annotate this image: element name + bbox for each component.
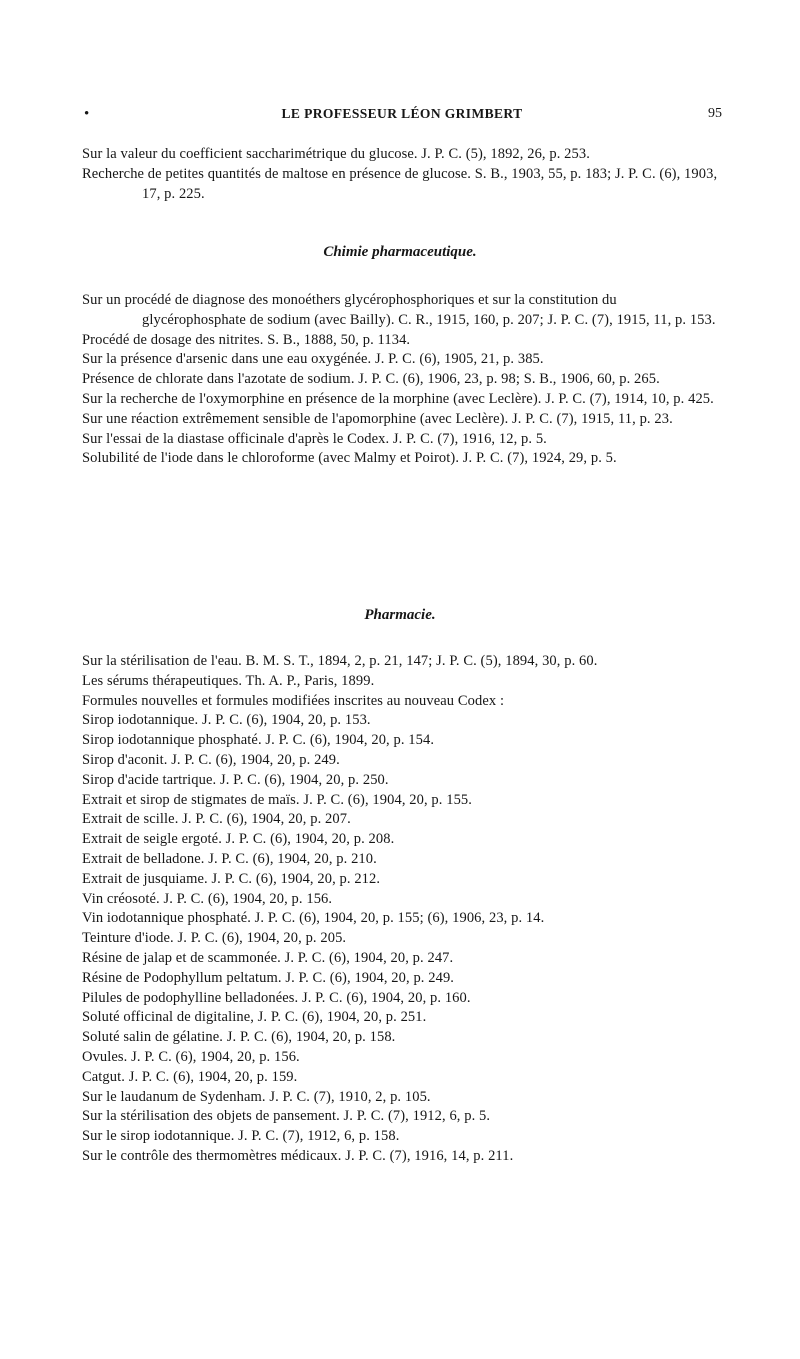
bibliography-entry: Sirop d'aconit. J. P. C. (6), 1904, 20, p. 249. [82,751,340,768]
bibliography-entry: Catgut. J. P. C. (6), 1904, 20, p. 159. [82,1068,298,1085]
bibliography-entry: Extrait et sirop de stigmates de maïs. J. P. C. (6), 1904, 20, p. 155. [82,791,473,808]
bibliography-entry: Vin iodotannique phosphaté. J. P. C. (6), 1904, 20, p. 155; (6), 1906, 23, p. 14. [82,910,545,927]
bibliography-entry: Solubilité de l'iode dans le chloroforme (avec Malmy et Poirot). J. P. C. (7), 1924, 29, p. 5. [82,450,617,467]
bibliography-entry: Sur la valeur du coefficient saccharimétrique du glucose. J. P. C. (5), 1892, 26, p. 253. [82,146,590,162]
intro-entries [82,145,722,204]
bibliography-entry: Teinture d'iode. J. P. C. (6), 1904, 20, p. 205. [82,930,347,947]
section-pharmacie-entries [82,652,722,1167]
bibliography-entry: Sur une réaction extrêmement sensible de l'apomorphine (avec Leclère). J. P. C. (7), 1915, 11, p. 23. [82,410,673,427]
bibliography-entry: Vin créosoté. J. P. C. (6), 1904, 20, p. 156. [82,890,333,907]
bibliography-entry: Extrait de seigle ergoté. J. P. C. (6), 1904, 20, p. 208. [82,831,395,848]
bibliography-entry: Sur la stérilisation des objets de pansement. J. P. C. (7), 1912, 6, p. 5. [82,1108,491,1125]
bibliography-entry: Résine de Podophyllum peltatum. J. P. C. (6), 1904, 20, p. 249. [82,969,455,986]
bibliography-entry: Pilules de podophylline belladonées. J. P. C. (6), 1904, 20, p. 160. [82,989,471,1006]
bibliography-entry: Présence de chlorate dans l'azotate de sodium. J. P. C. (6), 1906, 23, p. 98; S. B., 1906, 60, p. 265. [82,371,660,388]
bibliography-entry: Résine de jalap et de scammonée. J. P. C. (6), 1904, 20, p. 247. [82,949,454,966]
bibliography-entry: Soluté salin de gélatine. J. P. C. (6), 1904, 20, p. 158. [82,1029,396,1046]
bibliography-entry: Les sérums thérapeutiques. Th. A. P., Paris, 1899. [82,672,375,689]
section-title-chimie: Chimie pharmaceutique. [323,244,477,260]
page-number: 95 [708,106,722,121]
bibliography-entry: Formules nouvelles et formules modifiées inscrites au nouveau Codex : [82,692,505,709]
bibliography-entry: Extrait de jusquiame. J. P. C. (6), 1904, 20, p. 212. [82,870,381,887]
running-title: LE PROFESSEUR LÉON GRIMBERT [281,106,523,121]
bibliography-entry: Sirop iodotannique. J. P. C. (6), 1904, 20, p. 153. [82,712,371,729]
bibliography-entry: Sur le contrôle des thermomètres médicaux. J. P. C. (7), 1916, 14, p. 211. [82,1147,514,1164]
bibliography-entry: Sur la recherche de l'oxymorphine en présence de la morphine (avec Leclère). J. P. C. (7), 1914, 10, p. 425. [82,390,714,407]
header-bullet: • [84,106,90,122]
bibliography-entry: Soluté officinal de digitaline, J. P. C. (6), 1904, 20, p. 251. [82,1009,427,1026]
bibliography-entry: Sur le laudanum de Sydenham. J. P. C. (7), 1910, 2, p. 105. [82,1088,431,1105]
bibliography-entry: Sur l'essai de la diastase officinale d'après le Codex. J. P. C. (7), 1916, 12, p. 5. [82,430,547,447]
bibliography-entry: Sur le sirop iodotannique. J. P. C. (7), 1912, 6, p. 158. [82,1128,400,1145]
bibliography-entry: Extrait de belladone. J. P. C. (6), 1904, 20, p. 210. [82,850,377,867]
section-title-pharmacie: Pharmacie. [364,607,436,623]
section-chimie-entries [82,291,722,469]
bibliography-entry: Sirop d'acide tartrique. J. P. C. (6), 1904, 20, p. 250. [82,771,389,788]
bibliography-entry: Recherche de petites quantités de maltose en présence de glucose. S. B., 1903, 55, p. 183; J. P. C. (6), 1903, 17, p. 225. [82,165,718,202]
running-header [82,106,722,128]
bibliography-entry: Ovules. J. P. C. (6), 1904, 20, p. 156. [82,1048,300,1065]
bibliography-entry: Sirop iodotannique phosphaté. J. P. C. (6), 1904, 20, p. 154. [82,732,435,749]
bibliography-entry: Sur la présence d'arsenic dans une eau oxygénée. J. P. C. (6), 1905, 21, p. 385. [82,351,544,368]
bibliography-entry: Procédé de dosage des nitrites. S. B., 1888, 50, p. 1134. [82,331,411,348]
bibliography-entry: Sur un procédé de diagnose des monoéthers glycérophosphoriques et sur la constitution du glycérophosphate de sodium (avec Bailly). C. R., 1915, 160, p. 207; J. P. C. (7), 1915, 11, p. 153. [82,292,716,328]
bibliography-entry: Sur la stérilisation de l'eau. B. M. S. T., 1894, 2, p. 21, 147; J. P. C. (5), 1894, 30, p. 60. [82,653,598,669]
bibliography-entry: Extrait de scille. J. P. C. (6), 1904, 20, p. 207. [82,811,351,828]
